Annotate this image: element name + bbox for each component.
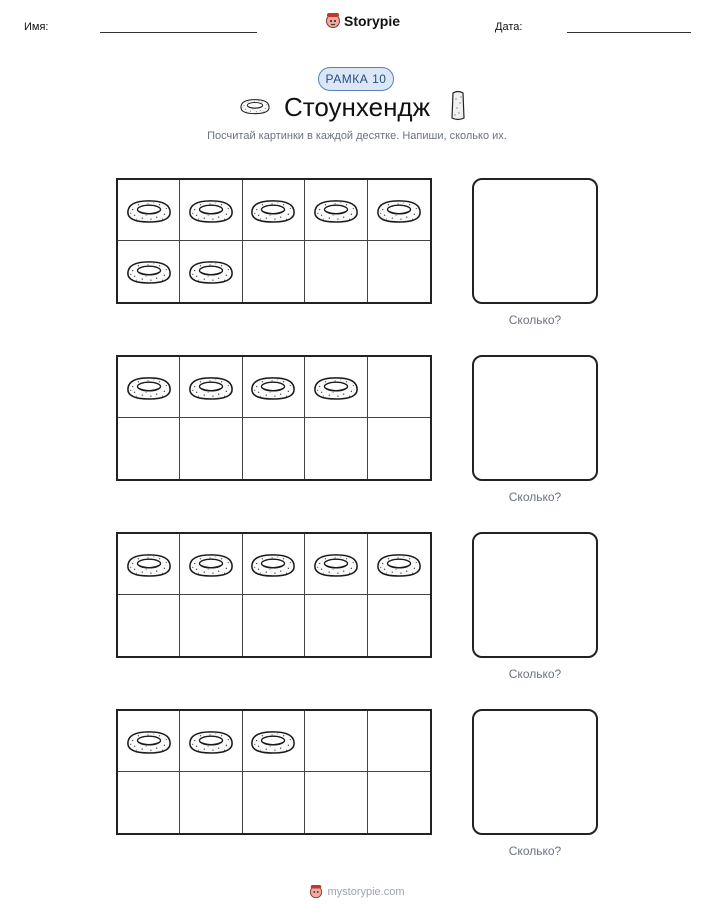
frame-cell	[180, 357, 242, 418]
frame-cell	[118, 241, 180, 302]
frame-cell	[118, 534, 180, 595]
page-title: Стоунхендж	[283, 92, 430, 122]
stone-ring-icon	[125, 373, 173, 402]
how-many-label-4: Сколько?	[508, 844, 562, 858]
stone-ring-icon	[187, 550, 235, 579]
stone-ring-icon	[125, 196, 173, 225]
stone-ring-icon	[125, 550, 173, 579]
frame-cell	[305, 418, 367, 479]
brand-name: Storypie	[344, 13, 401, 29]
stone-ring-icon	[249, 196, 297, 225]
stone-ring-icon	[312, 373, 360, 402]
frame-cell	[368, 772, 430, 833]
ten-frame-4	[116, 709, 432, 835]
stone-ring-icon	[249, 727, 297, 756]
frame-cell	[180, 241, 242, 302]
ten-frame-3	[116, 532, 432, 658]
stone-ring-icon	[187, 257, 235, 286]
frame-cell	[243, 241, 305, 302]
frame-cell	[368, 241, 430, 302]
frame-cell	[243, 711, 305, 772]
frame-cell	[243, 418, 305, 479]
frame-cell	[305, 534, 367, 595]
frame-cell	[243, 180, 305, 241]
footer-site: mystorypie.com	[327, 886, 405, 898]
name-label: Имя:	[24, 21, 49, 33]
frame-cell	[305, 357, 367, 418]
how-many-label-3: Сколько?	[508, 667, 562, 681]
answer-box-2[interactable]	[472, 355, 598, 481]
frame-cell	[305, 772, 367, 833]
frame-cell	[180, 534, 242, 595]
date-label: Дата:	[495, 21, 523, 33]
stone-ring-icon	[249, 550, 297, 579]
footer	[0, 884, 714, 900]
frame-type-badge: РАМКА 10	[318, 67, 394, 91]
frame-cell	[243, 772, 305, 833]
frame-cell	[305, 241, 367, 302]
date-line[interactable]	[567, 32, 691, 33]
instruction-text: Посчитай картинки в каждой десятке. Напиши, сколько их.	[207, 130, 507, 142]
frame-cell	[368, 357, 430, 418]
frame-cell	[243, 357, 305, 418]
standing-stone-icon	[448, 90, 468, 122]
frame-cell	[118, 418, 180, 479]
frame-cell	[243, 534, 305, 595]
frame-cell	[180, 772, 242, 833]
frame-cell	[368, 418, 430, 479]
frame-cell	[305, 711, 367, 772]
stone-ring-icon	[187, 727, 235, 756]
frame-cell	[180, 595, 242, 656]
frame-cell	[368, 595, 430, 656]
answer-box-4[interactable]	[472, 709, 598, 835]
frame-cell	[118, 772, 180, 833]
frame-cell	[180, 711, 242, 772]
how-many-label-1: Сколько?	[508, 313, 562, 327]
frame-cell	[118, 711, 180, 772]
storypie-mascot-icon	[325, 12, 341, 30]
frame-cell	[368, 534, 430, 595]
answer-box-1[interactable]	[472, 178, 598, 304]
frame-cell	[368, 180, 430, 241]
frame-cell	[305, 180, 367, 241]
brand-logo	[325, 12, 400, 30]
frame-cell	[118, 180, 180, 241]
frame-cell	[180, 418, 242, 479]
stone-ring-icon	[187, 196, 235, 225]
ten-frame-1	[116, 178, 432, 304]
stone-ring-icon	[125, 727, 173, 756]
storypie-mascot-icon	[309, 884, 323, 900]
stone-ring-icon	[187, 373, 235, 402]
stone-ring-icon	[312, 550, 360, 579]
stone-ring-icon	[375, 550, 423, 579]
frame-cell	[305, 595, 367, 656]
stone-ring-icon	[375, 196, 423, 225]
frame-cell	[118, 357, 180, 418]
frame-cell	[243, 595, 305, 656]
stone-ring-icon	[249, 373, 297, 402]
ten-frame-2	[116, 355, 432, 481]
stone-ring-icon	[312, 196, 360, 225]
answer-box-3[interactable]	[472, 532, 598, 658]
how-many-label-2: Сколько?	[508, 490, 562, 504]
frame-cell	[180, 180, 242, 241]
frame-cell	[118, 595, 180, 656]
frame-cell	[368, 711, 430, 772]
stone-ring-icon	[125, 257, 173, 286]
name-line[interactable]	[100, 32, 257, 33]
